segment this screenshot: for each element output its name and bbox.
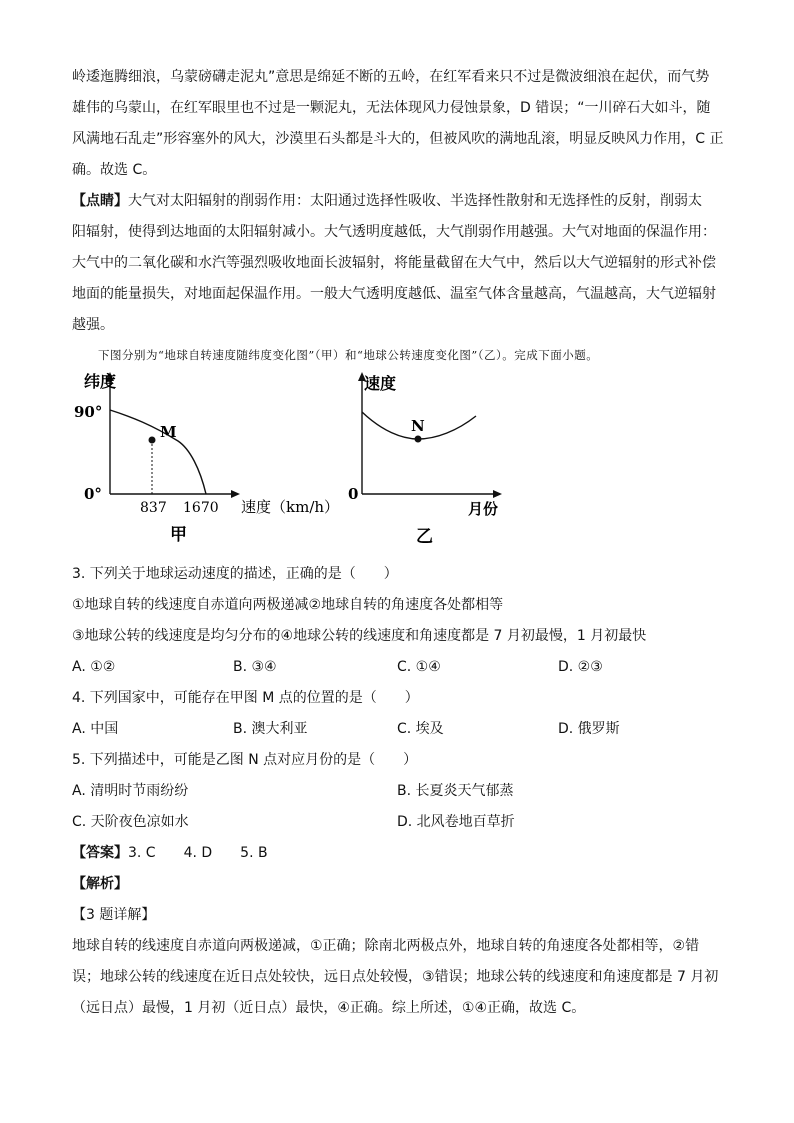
text-line: 越强。	[72, 317, 114, 333]
text-line: 风满地石乱走”形容塞外的风大，沙漠里石头都是斗大的，但被风吹的满地乱滚，明显反映风力作用，C 正	[72, 131, 724, 147]
figure-a	[74, 372, 339, 545]
option-b[interactable]: B. 澳大利亚	[233, 721, 308, 737]
question-4	[72, 683, 724, 745]
options-row	[72, 652, 724, 683]
tip-text: 大气对太阳辐射的削弱作用：太阳通过选择性吸收、半选择性散射和无选择性的反射，削弱太	[128, 193, 702, 209]
text-line: 确。故选 C。	[72, 162, 157, 178]
question-stem: 3. 下列关于地球运动速度的描述，正确的是（ ）	[72, 566, 398, 582]
analysis-subheading: 【3 题详解】	[72, 907, 156, 923]
option-a[interactable]: A. 中国	[72, 721, 119, 737]
option-b[interactable]: B. ③④	[233, 659, 277, 675]
question-intro: 下图分别为“地球自转速度随纬度变化图”（甲）和“地球公转速度变化图”（乙）。完成下面小题。	[98, 348, 599, 362]
text-line: 雄伟的乌蒙山，在红军眼里也不过是一颗泥丸，无法体现风力侵蚀景象，D 错误；“一川碎石大如斗，随	[72, 100, 711, 116]
figure-a-point-label: M	[160, 423, 177, 441]
figure-b-xlabel: 月份	[468, 500, 499, 518]
figure-a-tick-837: 837	[140, 500, 167, 516]
figure-area	[72, 369, 724, 559]
figure-b-point-n	[415, 436, 422, 443]
option-d[interactable]: D. 北风卷地百草折	[397, 814, 515, 830]
figure-b-point-label: N	[411, 417, 425, 435]
option-a[interactable]: A. 清明时节雨纷纷	[72, 783, 189, 799]
text-line: 阳辐射，使得到达地面的太阳辐射减小。大气透明度越低，大气削弱作用越强。大气对地面的保温作用：	[72, 224, 716, 240]
text-line	[72, 186, 724, 217]
figures-svg	[72, 369, 724, 559]
text-line: 误；地球公转的线速度在近日点处较快，远日点处较慢，③错误；地球公转的线速度和角速度都是 7 月初	[72, 969, 719, 985]
figure-a-point-m	[149, 437, 156, 444]
figure-a-curve	[110, 410, 206, 494]
figure-b-ylabel: 速度	[364, 374, 397, 393]
text-line: 大气中的二氧化碳和水汽等强烈吸收地面长波辐射，将能量截留在大气中，然后以大气逆辐射的形式补偿	[72, 255, 716, 271]
figure-a-y-top: 90°	[74, 403, 103, 421]
option-d[interactable]: D. ②③	[558, 659, 603, 675]
option-c[interactable]: C. 天阶夜色凉如水	[72, 814, 189, 830]
figure-b	[348, 372, 502, 547]
answer-tag: 【答案】	[72, 845, 128, 861]
question-5	[72, 745, 724, 838]
tip-tag: 【点睛】	[72, 193, 128, 209]
options-row	[72, 776, 724, 807]
answer-text: 3. C 4. D 5. B	[128, 845, 268, 861]
figure-a-ylabel: 纬度	[84, 372, 117, 391]
option-a[interactable]: A. ①②	[72, 659, 116, 675]
document-page	[72, 62, 724, 1024]
question-stem: 5. 下列描述中，可能是乙图 N 点对应月份的是（ ）	[72, 752, 418, 768]
question-stem: 4. 下列国家中，可能存在甲图 M 点的位置的是（ ）	[72, 690, 419, 706]
figure-a-xlabel: 速度（km/h）	[241, 498, 340, 516]
text-line: 地面的能量损失，对地面起保温作用。一般大气透明度越低、温室气体含量越高，气温越高，大气逆辐射	[72, 286, 716, 302]
figure-a-y-bottom: 0°	[84, 485, 102, 503]
figure-a-tick-1670: 1670	[183, 500, 219, 516]
statement-line: ①地球自转的线速度自赤道向两极递减②地球自转的角速度各处都相等	[72, 597, 504, 613]
analysis-tag: 【解析】	[72, 876, 128, 892]
figure-b-caption: 乙	[416, 527, 433, 547]
options-row	[72, 714, 724, 745]
figure-a-x-arrow	[231, 490, 240, 498]
option-c[interactable]: C. 埃及	[397, 721, 444, 737]
figure-a-caption: 甲	[170, 525, 187, 545]
text-line: 岭逶迤腾细浪，乌蒙磅礴走泥丸”意思是绵延不断的五岭，在红军看来只不过是微波细浪在起伏，而气势	[72, 69, 710, 85]
question-3	[72, 559, 724, 683]
option-d[interactable]: D. 俄罗斯	[558, 721, 620, 737]
option-c[interactable]: C. ①④	[397, 659, 441, 675]
statement-line: ③地球公转的线速度是均匀分布的④地球公转的线速度和角速度都是 7 月初最慢，1 月初最快	[72, 628, 647, 644]
continuation-paragraph	[72, 62, 724, 186]
text-line: 地球自转的线速度自赤道向两极递减，①正确；除南北两极点外，地球自转的角速度各处都相等，②错	[72, 938, 700, 954]
figure-b-origin: 0	[348, 485, 359, 503]
text-line: （远日点）最慢，1 月初（近日点）最快，④正确。综上所述，①④正确，故选 C。	[72, 1000, 586, 1016]
options-row	[72, 807, 724, 838]
option-b[interactable]: B. 长夏炎天气郁蒸	[397, 783, 514, 799]
figure-b-x-arrow	[493, 490, 502, 498]
tip-paragraph	[72, 186, 724, 341]
answer-line	[72, 838, 724, 869]
